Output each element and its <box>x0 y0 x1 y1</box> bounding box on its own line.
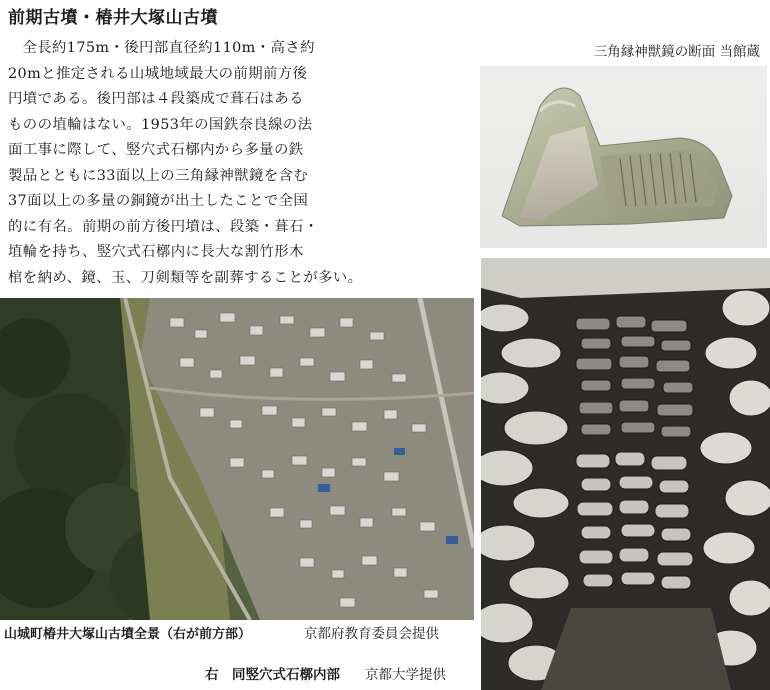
stone-chamber-photo <box>481 258 770 690</box>
chamber-caption <box>205 664 477 686</box>
mirror-cross-section-photo <box>480 66 767 248</box>
article-title: 前期古墳・椿井大塚山古墳 <box>8 8 218 28</box>
body-line: 棺を納め、鏡、玉、刀剣類等を副葬することが多い。 <box>8 269 363 286</box>
body-line: 20mと推定される山城地域最大の前期前方後 <box>8 65 308 82</box>
aerial-caption-title: 山城町椿井大塚山古墳全景（右が前方部） <box>4 627 252 642</box>
body-line: 製品とともに33面以上の三角縁神獣鏡を含む <box>8 167 309 184</box>
article-body <box>8 36 470 291</box>
body-line: 37面以上の多量の銅鏡が出土したことで全国 <box>8 193 309 209</box>
body-line: 面工事に際して、竪穴式石槨内から多量の鉄 <box>8 142 304 158</box>
aerial-caption <box>4 624 474 644</box>
chamber-caption-credit: 京都大学提供 <box>365 667 446 683</box>
aerial-caption-credit: 京都府教育委員会提供 <box>304 626 439 642</box>
body-line: 円墳である。後円部は４段築成で葺石はある <box>8 91 304 107</box>
chamber-caption-title: 右 同竪穴式石槨内部 <box>205 667 340 683</box>
aerial-view-photo <box>0 298 474 620</box>
body-line: 埴輪を持ち、竪穴式石槨内に長大な割竹形木 <box>8 244 304 260</box>
body-line: 全長約175m・後円部直径約110m・高さ約 <box>22 40 315 56</box>
body-line: 的に有名。前期の前方後円墳は、段築・葺石・ <box>8 218 319 235</box>
body-line: ものの埴輪はない。1953年の国鉄奈良線の法 <box>8 116 313 133</box>
mirror-caption: 三角縁神獣鏡の断面 当館蔵 <box>593 44 760 60</box>
